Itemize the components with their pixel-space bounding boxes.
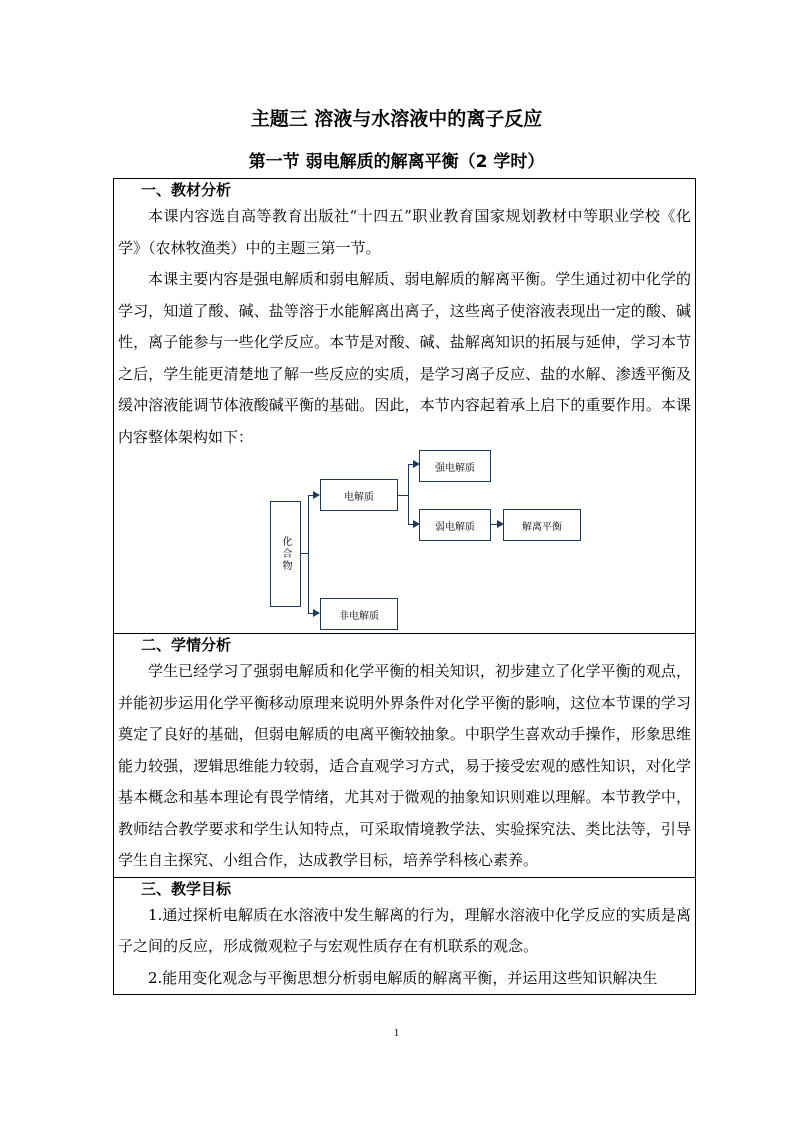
structure-diagram: [114, 453, 695, 633]
paragraph: 学生已经学习了强弱电解质和化学平衡的相关知识，初步建立了化学平衡的观点，并能初步运用化学平衡移动原理来说明外界条件对化学平衡的影响，这位本节课的学习奠定了良好的基础，但弱电解质的电离平衡较抽象。中职学生喜欢动手操作，形象思维能力较强，逻辑思维能力较弱，适合直观学习方式，易于接受宏观的感性知识，对化学基本概念和基本理论有畏学情绪，尤其对于微观的抽象知识则难以理解。本节教学中，教师结合教学要求和学生认知特点，可采取情境教学法、实验探究法、类比法等，引导学生自主探究、小组合作，达成教学目标，培养学科核心素养。: [118, 662, 691, 869]
paragraph: 2.能用变化观念与平衡思想分析弱电解质的解离平衡，并运用这些知识解决生: [148, 968, 658, 987]
arrow-icon: [313, 491, 320, 499]
section-textbook-analysis: [114, 179, 696, 634]
section-student-analysis: [114, 634, 696, 878]
diagram-label: 强电解质: [435, 462, 475, 474]
arrow-icon: [313, 609, 320, 617]
page-number: 1: [393, 1027, 400, 1039]
paragraph: 本课内容选自高等教育出版社“十四五”职业教育国家规划教材中等职业学校《化学》（农林牧渔类）中的主题三第一节。: [118, 207, 691, 257]
paragraph: 本课主要内容是强电解质和弱电解质、弱电解质的解离平衡。学生通过初中化学的学习，知道了酸、碱、盐等溶于水能解离出离子，这些离子使溶液表现出一定的酸、碱性，离子能参与一些化学反应。本节是对酸、碱、盐解离知识的拓展与延伸，学习本节之后，学生能更清楚地了解一些反应的实质，是学习离子反应、盐的水解、渗透平衡及缓冲溶液能调节体液酸碱平衡的基础。因此，本节内容起着承上启下的重要作用。本课内容整体架构如下：: [118, 270, 691, 446]
diagram-connector: [397, 495, 408, 496]
section-heading: 二、学情分析: [141, 636, 232, 654]
diagram-label: 化合物: [280, 536, 291, 572]
section-heading: 一、教材分析: [141, 181, 232, 199]
diagram-connector: [308, 495, 309, 613]
diagram-node-dissociation-equilibrium: [503, 509, 581, 541]
diagram-label: 非电解质: [339, 610, 379, 622]
diagram-node-weak-electrolyte: [419, 509, 491, 541]
section-heading: 三、教学目标: [141, 879, 232, 898]
diagram-node-compound: [270, 501, 301, 607]
paragraph: 1.通过探析电解质在水溶液中发生解离的行为，理解水溶液中化学反应的实质是离子之间的反应，形成微观粒子与宏观性质存在有机联系的观念。: [118, 905, 691, 955]
diagram-node-non-electrolyte: [320, 598, 398, 630]
diagram-connector: [300, 553, 308, 554]
section-subtitle: 第一节 弱电解质的解离平衡（2 学时）: [248, 152, 545, 172]
diagram-node-strong-electrolyte: [419, 450, 491, 482]
diagram-connector: [408, 464, 409, 524]
page-title: 主题三 溶液与水溶液中的离子反应: [250, 108, 543, 130]
section-teaching-objectives: [114, 877, 696, 995]
diagram-node-electrolyte: [320, 479, 398, 511]
diagram-label: 解离平衡: [522, 521, 562, 533]
diagram-label: 弱电解质: [435, 521, 475, 533]
diagram-label: 电解质: [344, 491, 374, 503]
lesson-plan-table: [113, 178, 696, 995]
